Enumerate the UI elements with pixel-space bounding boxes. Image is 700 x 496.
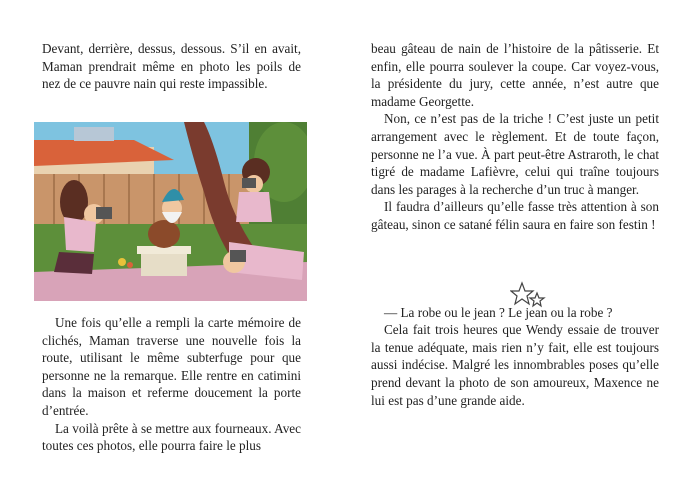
right-paragraph-1: beau gâteau de nain de l’histoire de la pâtisserie. Et enfin, elle pourra soulever la coupe. Car voyez-vous, la présidente du jury, cette année, n’est autre que madame Georgette. (371, 41, 659, 109)
stars-ornament-icon (510, 281, 546, 309)
right-paragraph-3: Il faudra d’ailleurs qu’elle fasse très attention à son gâteau, sinon ce satané félin saura en faire son festin ! (371, 199, 659, 232)
left-top-paragraph: Devant, derrière, dessus, dessous. S’il en avait, Maman prendrait même en photo les poils de nez de ce pauvre nain qui reste impassible. (42, 41, 301, 92)
right-page-column (371, 40, 659, 409)
right-paragraph-4: Cela fait trois heures que Wendy essaie de trouver la tenue adéquate, mais rien n’y fait, elle est toujours aussi indécise. Malgré les innombrables poses qu’elle prend devant la photo de son amoureux, Maxence ne lui est pas d’une grande aide. (371, 322, 659, 408)
left-paragraph-1: Une fois qu’elle a rempli la carte mémoire de clichés, Maman traverse une nouvelle fois la route, utilisant le même subterfuge pour que personne ne la remarque. Elle rentre en catimini dans la maison et referme doucement la porte d’entrée. (42, 315, 301, 418)
left-paragraph-2: La voilà prête à se mettre aux fourneaux. Avec toutes ces photos, elle pourra faire le plus (42, 420, 301, 454)
photographers-and-garden-gnome-illustration-icon (34, 122, 307, 301)
right-dialogue-line: — La robe ou le jean ? Le jean ou la robe ? (384, 304, 613, 320)
right-paragraph-2: Non, ce n’est pas de la triche ! C’est juste un petit arrangement avec le règlement. Et de toute façon, personne ne l’a vue. À part peut-être Astraroth, le chat tigré de madame Lafièvre, celui qui traîne toujours dans les parages à la recherche d’un truc à manger. (371, 111, 659, 197)
left-lower-text (42, 314, 301, 455)
left-page-column (42, 40, 301, 454)
photographers-gnome-illustration (34, 122, 307, 301)
